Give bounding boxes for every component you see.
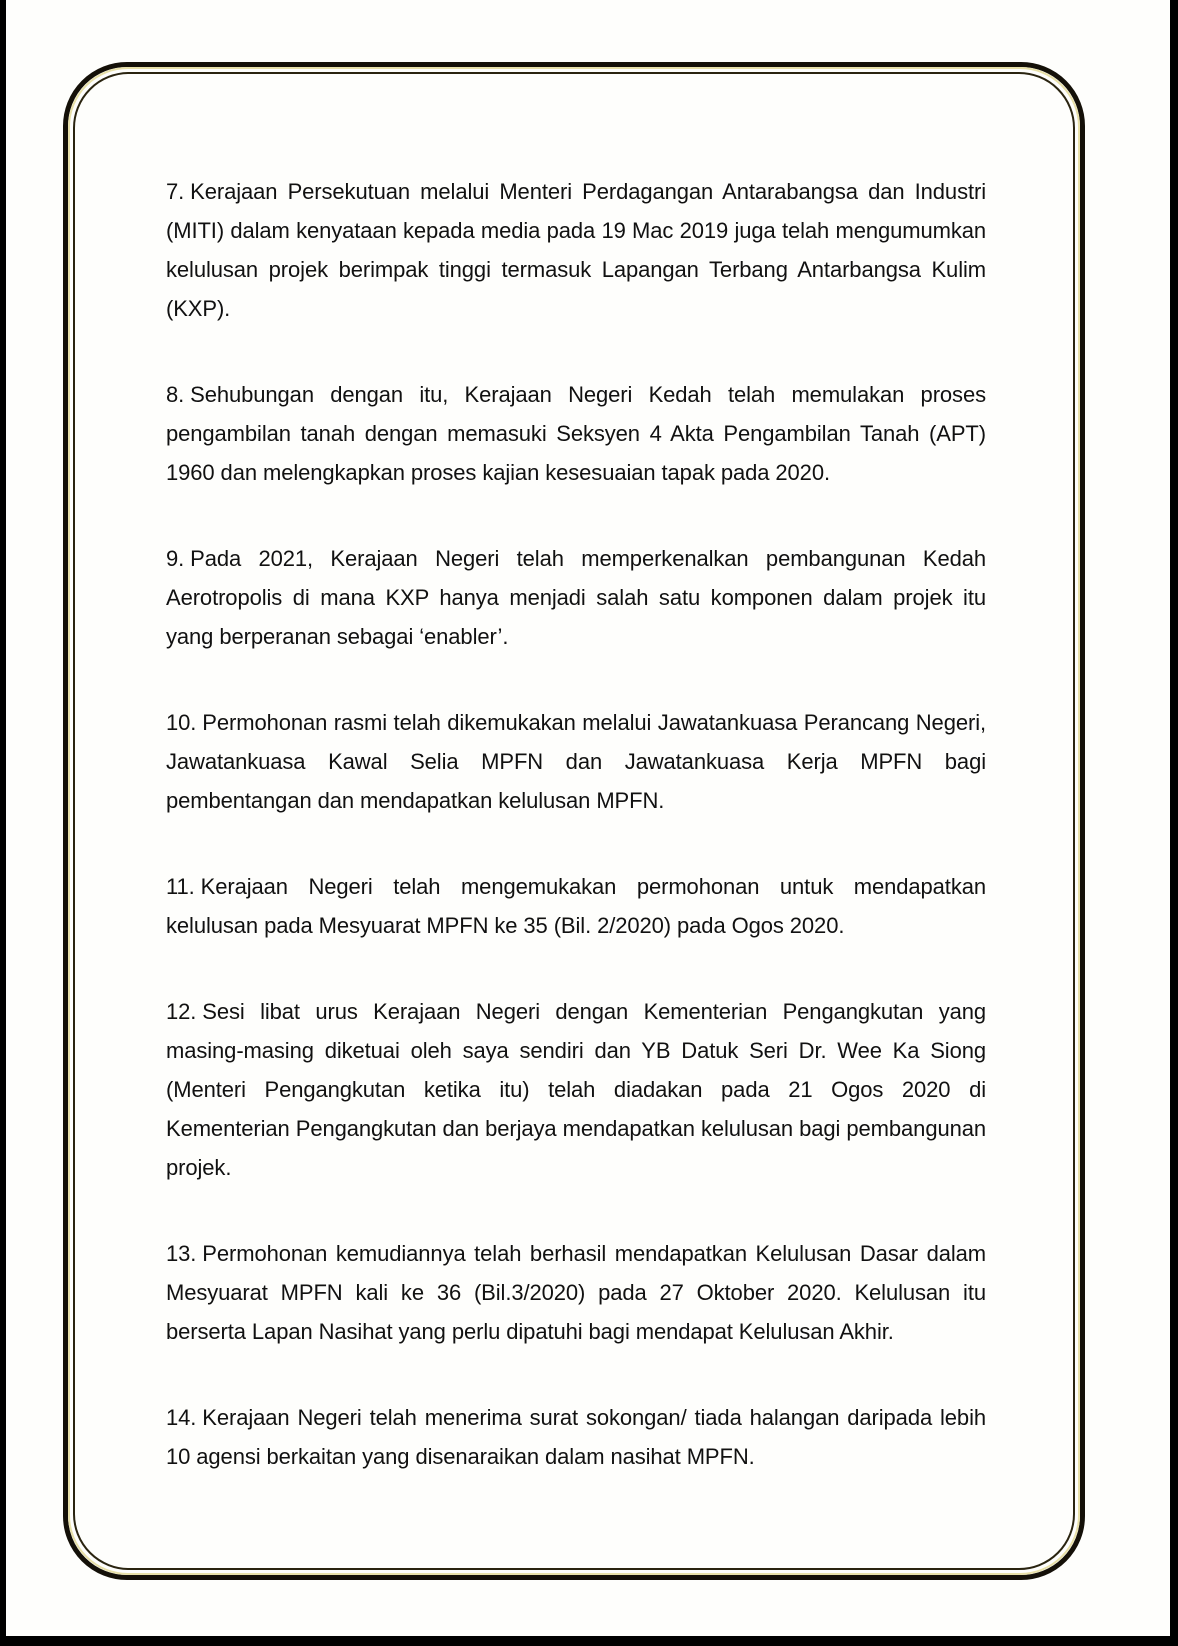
paragraph-number: 7. — [166, 179, 185, 204]
paragraph-7 — [166, 172, 986, 328]
paragraph-number: 10. — [166, 710, 197, 735]
paragraph-number: 12. — [166, 999, 197, 1024]
paragraph-11 — [166, 867, 986, 945]
paragraph-text: Pada 2021, Kerajaan Negeri telah memperkenalkan pembangunan Kedah Aerotropolis di mana KXP hanya menjadi salah satu komponen dalam projek itu yang berperanan sebagai ‘enabler’. — [166, 546, 986, 649]
paragraph-number: 14. — [166, 1405, 197, 1430]
paragraph-text: Kerajaan Negeri telah mengemukakan permohonan untuk mendapatkan kelulusan pada Mesyuarat MPFN ke 35 (Bil. 2/2020) pada Ogos 2020. — [166, 874, 986, 938]
paragraph-number: 11. — [166, 874, 195, 899]
paragraph-number: 9. — [166, 546, 185, 571]
paragraph-10 — [166, 703, 986, 820]
paragraph-14 — [166, 1398, 986, 1476]
document-body — [166, 172, 986, 1523]
paragraph-9 — [166, 539, 986, 656]
paragraph-text: Permohonan rasmi telah dikemukakan melalui Jawatankuasa Perancang Negeri, Jawatankuasa Kawal Selia MPFN dan Jawatankuasa Kerja MPFN bagi pembentangan dan mendapatkan kelulusan MPFN. — [166, 710, 986, 813]
paragraph-text: Kerajaan Negeri telah menerima surat sokongan/ tiada halangan daripada lebih 10 agensi berkaitan yang disenaraikan dalam nasihat MPFN. — [166, 1405, 986, 1469]
paragraph-13 — [166, 1234, 986, 1351]
paragraph-8 — [166, 375, 986, 492]
paragraph-text: Permohonan kemudiannya telah berhasil mendapatkan Kelulusan Dasar dalam Mesyuarat MPFN kali ke 36 (Bil.3/2020) pada 27 Oktober 2020. Kelulusan itu berserta Lapan Nasihat yang perlu dipatuhi bagi mendapat Kelulusan Akhir. — [166, 1241, 986, 1344]
paragraph-number: 13. — [166, 1241, 197, 1266]
paragraph-text: Kerajaan Persekutuan melalui Menteri Perdagangan Antarabangsa dan Industri (MITI) dalam kenyataan kepada media pada 19 Mac 2019 juga telah mengumumkan kelulusan projek berimpak tinggi termasuk Lapangan Terbang Antarbangsa Kulim (KXP). — [166, 179, 986, 321]
paragraph-text: Sehubungan dengan itu, Kerajaan Negeri Kedah telah memulakan proses pengambilan tanah dengan memasuki Seksyen 4 Akta Pengambilan Tanah (APT) 1960 dan melengkapkan proses kajian kesesuaian tapak pada 2020. — [166, 382, 986, 485]
paragraph-12 — [166, 992, 986, 1187]
paragraph-text: Sesi libat urus Kerajaan Negeri dengan Kementerian Pengangkutan yang masing-masing diketuai oleh saya sendiri dan YB Datuk Seri Dr. Wee Ka Siong (Menteri Pengangkutan ketika itu) telah diadakan pada 21 Ogos 2020 di Kementerian Pengangkutan dan berjaya mendapatkan kelulusan bagi pembangunan projek. — [166, 999, 986, 1180]
paragraph-number: 8. — [166, 382, 185, 407]
scanned-page — [6, 0, 1170, 1636]
